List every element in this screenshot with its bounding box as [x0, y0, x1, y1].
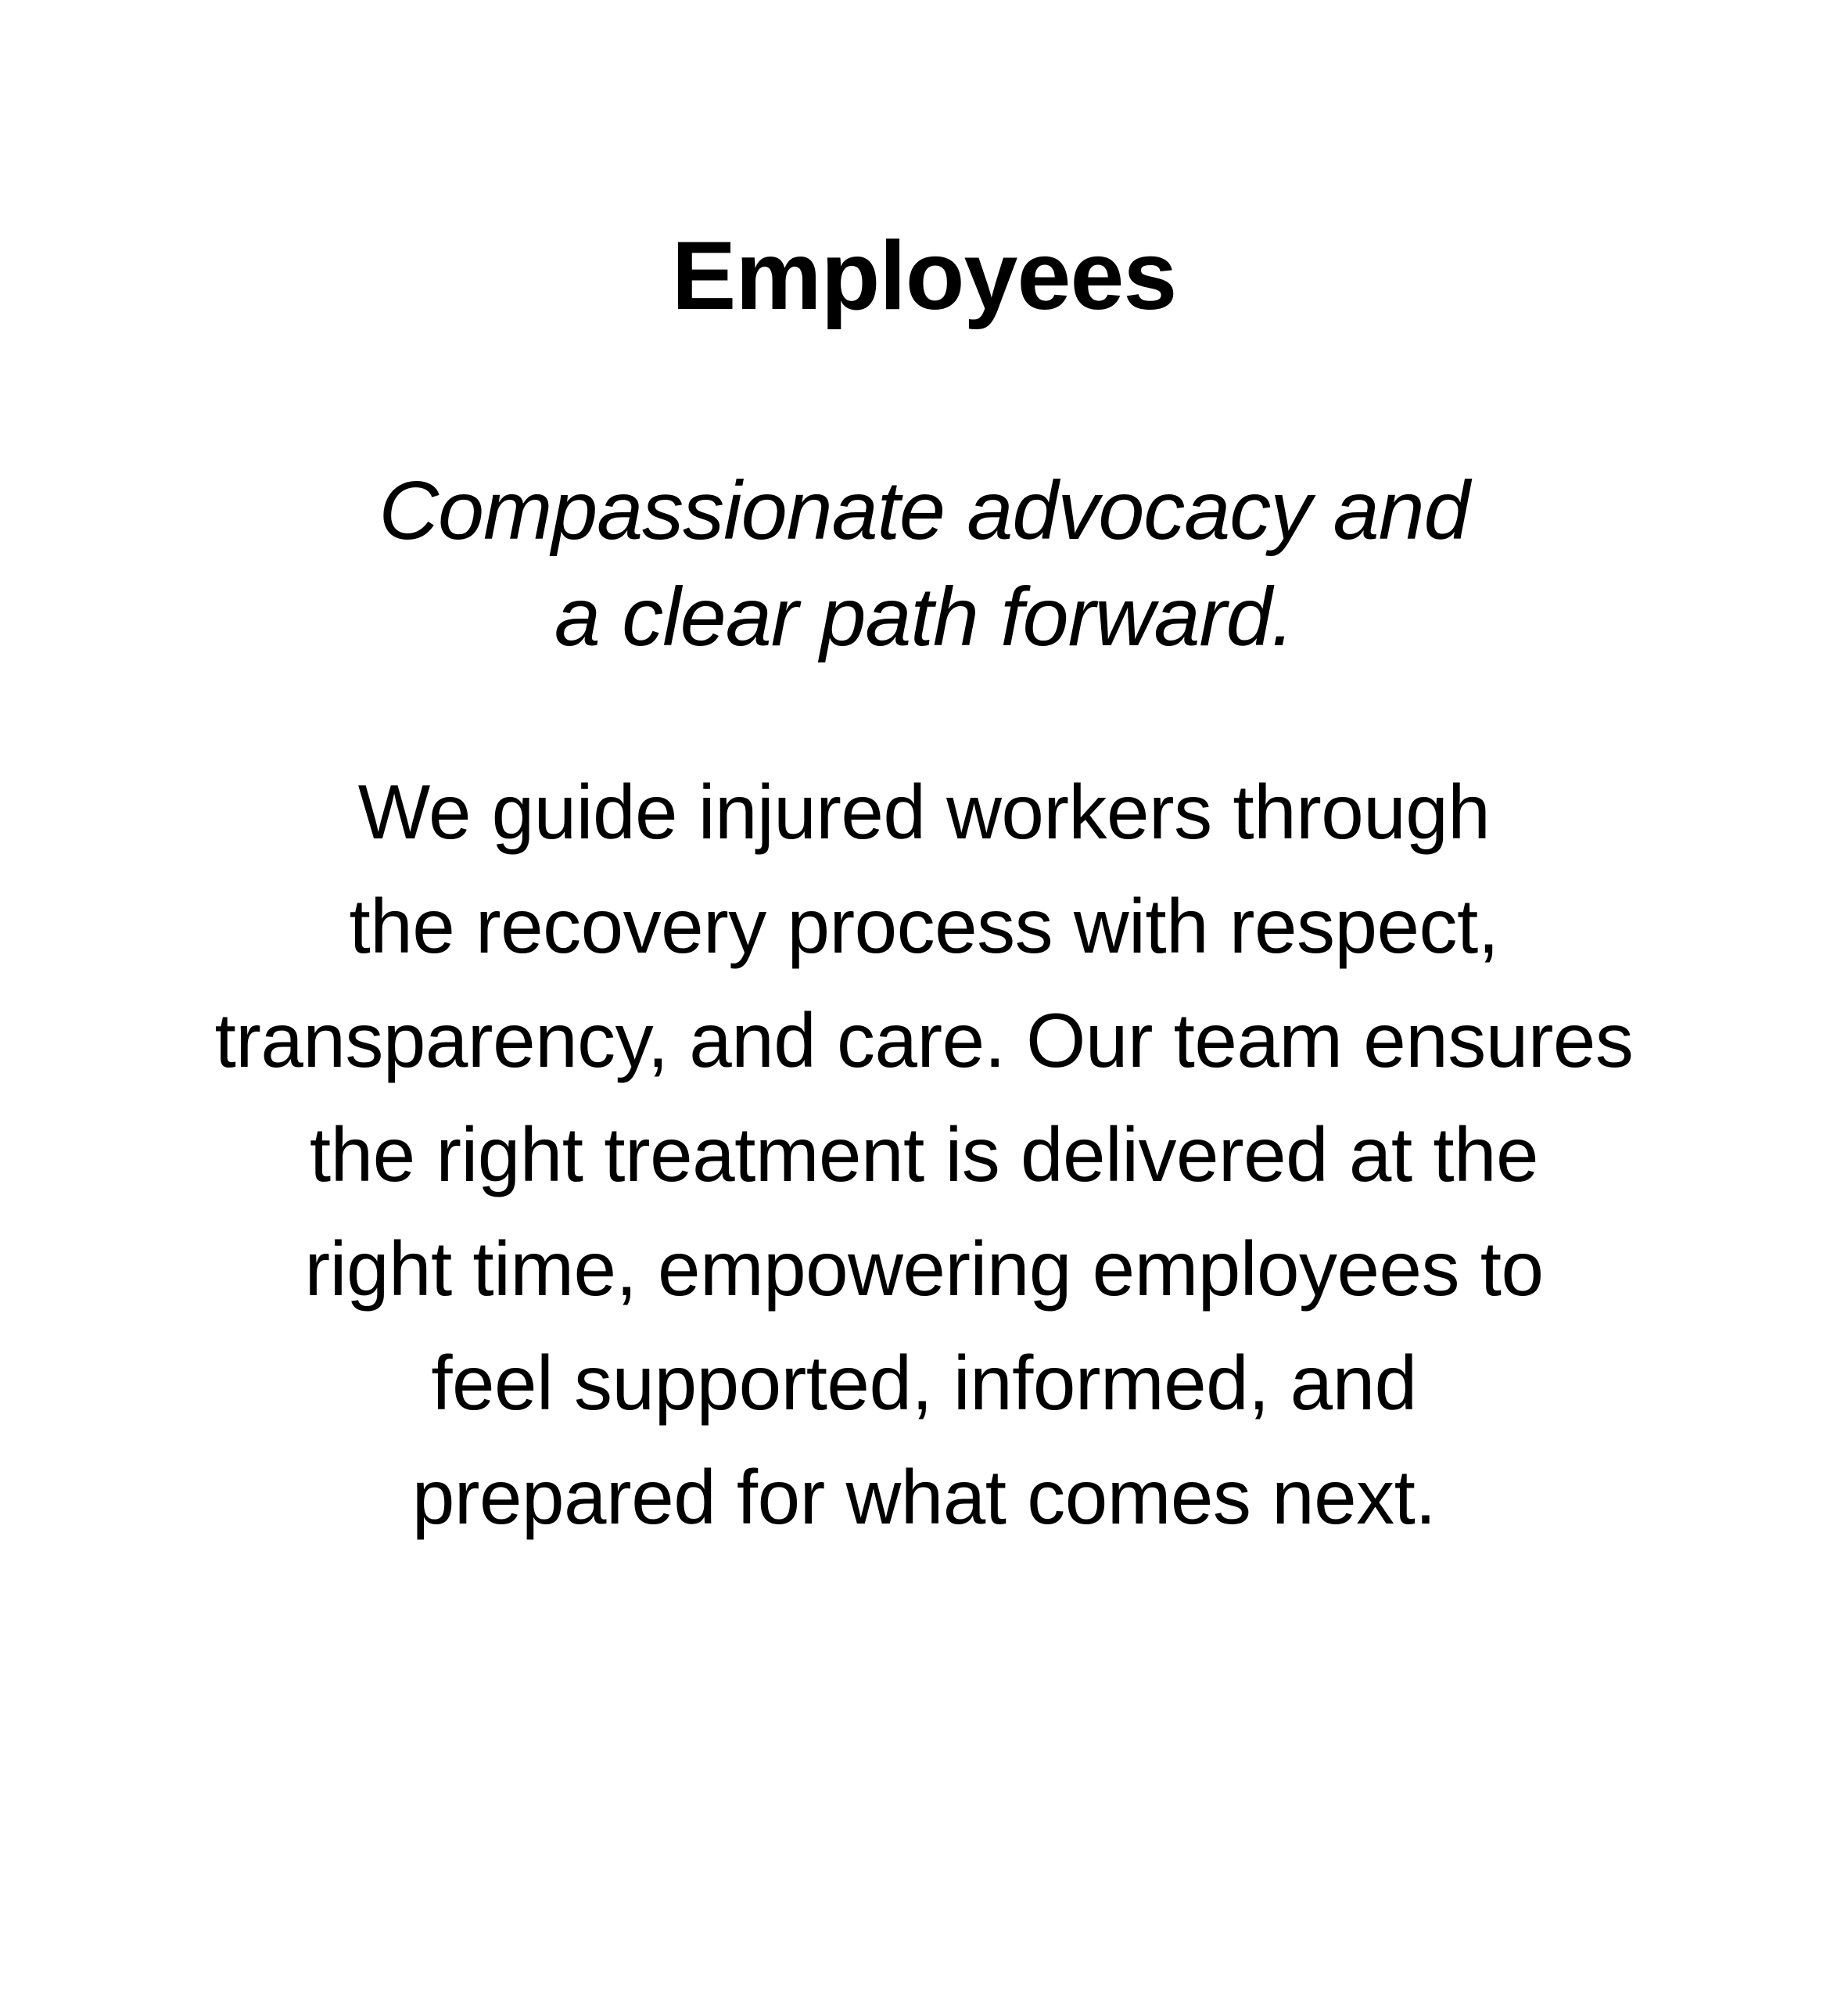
description-line: right time, empowering employees to [304, 1226, 1544, 1312]
description-line: prepared for what comes next. [411, 1454, 1437, 1540]
description-line: the right treatment is delivered at the [309, 1111, 1539, 1197]
section-title: Employees [671, 222, 1177, 330]
tagline-line: Compassionate advocacy and [379, 465, 1469, 557]
description-line: feel supported, informed, and [431, 1340, 1417, 1426]
description-line: We guide injured workers through [357, 769, 1491, 855]
tagline [0, 458, 1848, 670]
description-paragraph [0, 755, 1848, 1554]
tagline-line: a clear path forward. [554, 571, 1294, 663]
description-line: transparency, and care. Our team ensures [214, 997, 1634, 1083]
description-line: the recovery process with respect, [349, 883, 1499, 969]
